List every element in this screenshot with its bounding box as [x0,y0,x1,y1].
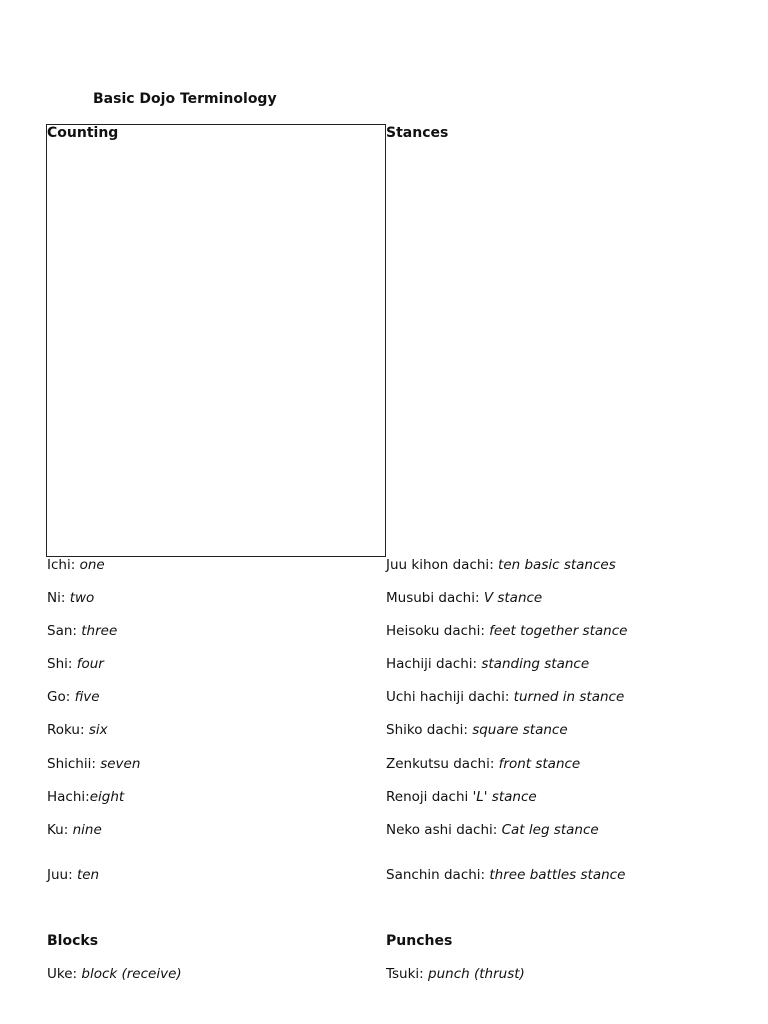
list-item-stance: Neko ashi dachi: Cat leg stance [386,822,599,838]
counting-heading: Counting [47,125,119,141]
list-item-stance: Shiko dachi: square stance [386,722,568,738]
stances-heading: Stances [386,125,449,141]
list-item-stance: Uchi hachiji dachi: turned in stance [386,689,625,705]
list-item-stance: Heisoku dachi: feet together stance [386,623,628,639]
list-item-stance: Musubi dachi: V stance [386,590,543,606]
list-item-stance: Zenkutsu dachi: front stance [386,756,581,772]
image-placeholder-frame [46,124,386,557]
list-item-counting: Ni: two [47,590,95,606]
list-item-counting: San: three [47,623,118,639]
list-item-counting: Ichi: one [47,557,105,573]
blocks-heading: Blocks [47,933,99,949]
list-item-stance: Hachiji dachi: standing stance [386,656,590,672]
list-item-block: Uke: block (receive) [47,966,182,982]
list-item-counting: Juu: ten [47,867,100,883]
list-item-counting: Shi: four [47,656,104,672]
list-item-counting: Shichii: seven [47,756,141,772]
punches-heading: Punches [386,933,453,949]
list-item-counting: Hachi:eight [47,789,125,805]
list-item-counting: Ku: nine [47,822,102,838]
list-item-stance: Sanchin dachi: three battles stance [386,867,626,883]
list-item-punch: Tsuki: punch (thrust) [386,966,525,982]
list-item-counting: Go: five [47,689,100,705]
document-title: Basic Dojo Terminology [93,91,277,107]
list-item-stance: Juu kihon dachi: ten basic stances [386,557,616,573]
list-item-counting: Roku: six [47,722,108,738]
list-item-stance: Renoji dachi 'L' stance [386,789,537,805]
